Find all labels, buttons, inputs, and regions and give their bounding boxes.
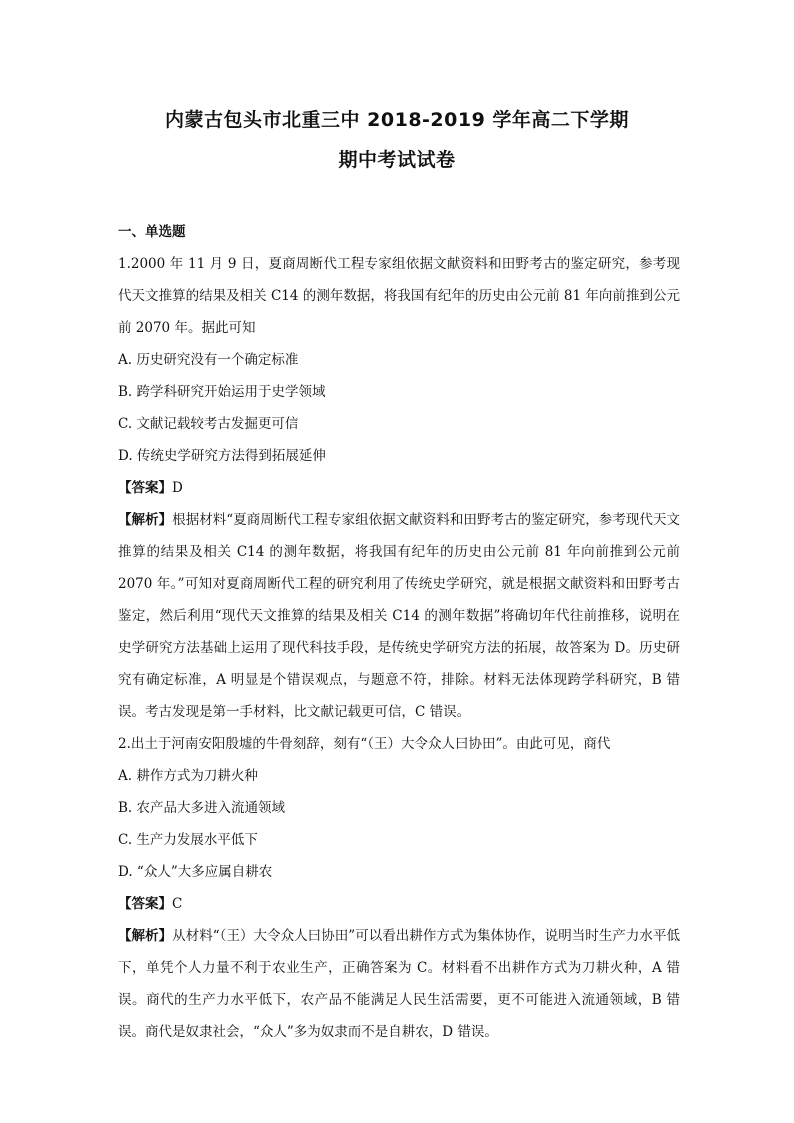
answer-label: 【答案】	[118, 480, 172, 496]
section-heading: 一、单选题	[118, 224, 186, 240]
question-1-analysis	[118, 504, 680, 728]
question-2-option-d: D. “众人”大多应属自耕农	[118, 864, 273, 880]
content	[118, 216, 680, 1048]
analysis-label: 【解析】	[118, 928, 173, 944]
question-1-option-b: B. 跨学科研究开始运用于史学领域	[118, 384, 326, 400]
analysis-label: 【解析】	[118, 512, 173, 528]
question-2-option-a: A. 耕作方式为刀耕火种	[118, 768, 258, 784]
title-line-2: 期中考试试卷	[338, 149, 456, 171]
answer-label: 【答案】	[118, 896, 172, 912]
question-2-option-c: C. 生产力发展水平低下	[118, 832, 258, 848]
title-block	[0, 100, 794, 180]
question-1-option-d: D. 传统史学研究方法得到拓展延伸	[118, 448, 326, 464]
question-1-answer	[118, 472, 680, 504]
question-2-analysis	[118, 920, 680, 1048]
analysis-text: 根据材料“夏商周断代工程专家组依据文献资料和田野考古的鉴定研究，参考现代天文推算的结果及相关 C14 的测年数据，将我国有纪年的历史由公元前 81 年向前推到公元前 2070 年。”可知对夏商周断代工程的研究利用了传统史学研究，就是根据文献资料和田野考古鉴定，然后利用“现代天文推算的结果及相关 C14 的测年数据”将确切年代往前推移，说明在史学研究方法基础上运用了现代科技手段，是传统史学研究方法的拓展，故答案为 D。历史研究有确定标准，A 明显是个错误观点，与题意不符，排除。材料无法体现跨学科研究，B 错误。考古发现是第一手材料，比文献记载更可信，C 错误。	[118, 512, 680, 720]
question-2-stem: 2.出土于河南安阳殷墟的牛骨刻辞，刻有“（王）大令众人曰协田”。由此可见，商代	[118, 736, 611, 752]
question-2-answer	[118, 888, 680, 920]
answer-value: C	[172, 896, 183, 912]
answer-value: D	[172, 480, 183, 496]
question-1-option-c: C. 文献记载较考古发掘更可信	[118, 416, 299, 432]
question-2-option-b: B. 农产品大多进入流通领域	[118, 800, 286, 816]
title-line-1: 内蒙古包头市北重三中 2018-2019 学年高二下学期	[165, 109, 629, 131]
analysis-text: 从材料“（王）大令众人曰协田”可以看出耕作方式为集体协作，说明当时生产力水平低下，单凭个人力量不利于农业生产，正确答案为 C。材料看不出耕作方式为刀耕火种，A 错误。商代的生产力水平低下，农产品不能满足人民生活需要，更不可能进入流通领域，B 错误。商代是奴隶社会，“众人”多为奴隶而不是自耕农，D 错误。	[118, 928, 680, 1040]
question-1-stem: 1.2000 年 11 月 9 日，夏商周断代工程专家组依据文献资料和田野考古的鉴定研究，参考现代天文推算的结果及相关 C14 的测年数据，将我国有纪年的历史由公元前 81 年向前推到公元前 2070 年。据此可知	[118, 256, 680, 336]
question-1-option-a: A. 历史研究没有一个确定标准	[118, 352, 299, 368]
